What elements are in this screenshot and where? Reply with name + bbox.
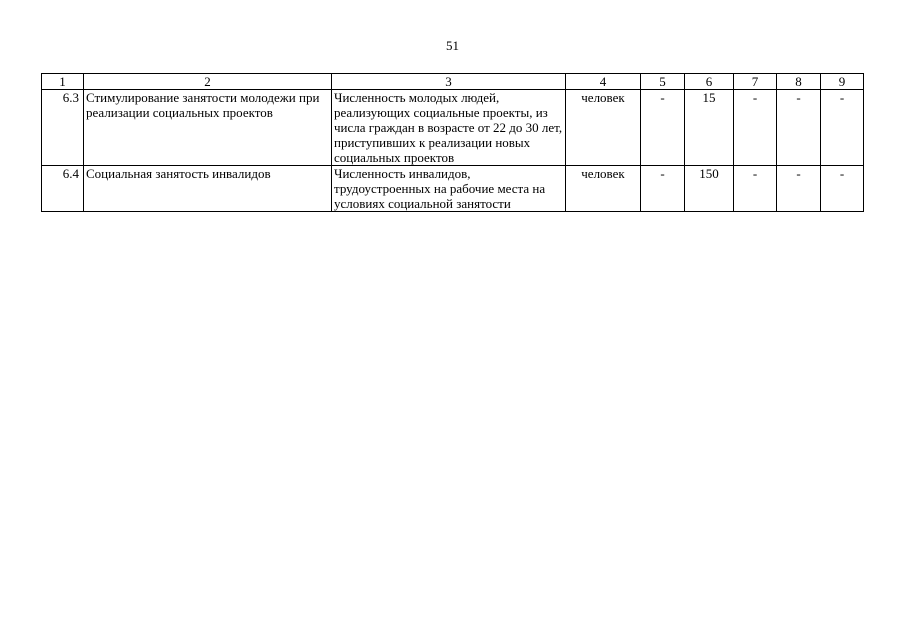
measure-name: Социальная занятость инвалидов [84,166,332,212]
value-cell-8: - [777,90,821,166]
value-cell-8: - [777,166,821,212]
value-cell-6: 150 [685,166,734,212]
column-header: 1 [42,74,84,90]
column-header: 2 [84,74,332,90]
value-cell-7: - [734,90,777,166]
value-cell-5: - [641,90,685,166]
column-header: 4 [566,74,641,90]
column-header: 8 [777,74,821,90]
value-cell-7: - [734,166,777,212]
value-cell-9: - [821,166,864,212]
value-cell-6: 15 [685,90,734,166]
column-header: 5 [641,74,685,90]
table-row [42,90,864,166]
column-header: 6 [685,74,734,90]
indicators-table [41,73,864,212]
column-header: 7 [734,74,777,90]
table-row [42,166,864,212]
measure-name: Стимулирование занятости молодежи при реализации социальных проектов [84,90,332,166]
unit-cell: человек [566,166,641,212]
column-header: 9 [821,74,864,90]
value-cell-5: - [641,166,685,212]
indicator-text: Численность инвалидов, трудоустроенных на рабочие места на условиях социальной занятости [332,166,566,212]
value-cell-9: - [821,90,864,166]
row-number: 6.4 [42,166,84,212]
indicator-text: Численность молодых людей, реализующих социальные проекты, из числа граждан в возрасте от 22 до 30 лет, приступивших к реализации новых социальных проектов [332,90,566,166]
page-number: 51 [446,38,459,53]
table-header-row [42,74,864,90]
row-number: 6.3 [42,90,84,166]
column-header: 3 [332,74,566,90]
unit-cell: человек [566,90,641,166]
